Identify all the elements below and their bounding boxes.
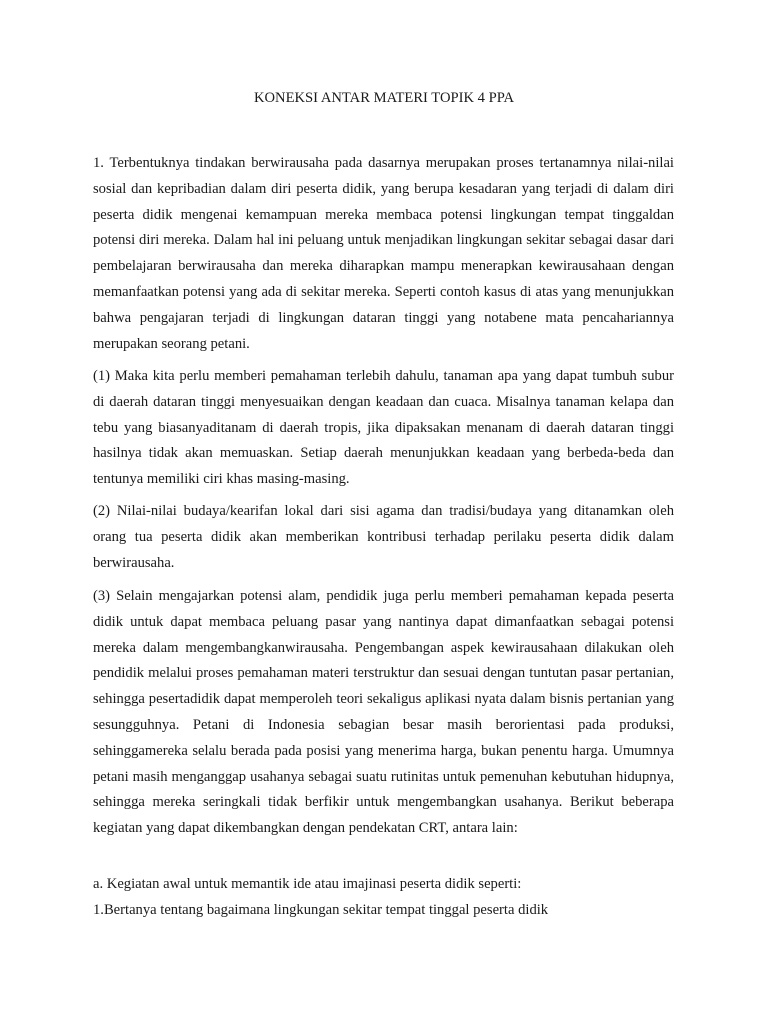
paragraph-intro: 1. Terbentuknya tindakan berwirausaha pada dasarnya merupakan proses tertanamnya nilai-nilai sosial dan kepribadian dalam diri peserta didik, yang berupa kesadaran yang terjadi di dalam diri peserta didik mengenai kemampuan mereka membaca potensi lingkungan tempat tinggaldan potensi diri mereka. Dalam hal ini peluang untuk menjadikan lingkungan sekitar sebagai dasar dari pembelajaran berwirausaha dan mereka diharapkan mampu menerapkan kewirausahaan dengan memanfaatkan potensi yang ada di sekitar mereka. Seperti contoh kasus di atas yang menunjukkan bahwa pengajaran terjadi di lingkungan dataran tinggi yang notabene mata pencahariannya merupakan seorang petani. bbox=[93, 155, 674, 352]
paragraph-point-3: (3) Selain mengajarkan potensi alam, pendidik juga perlu memberi pemahaman kepada peserta didik untuk dapat membaca peluang pasar yang nantinya dapat dimanfaatkan sebagai potensi mereka dalam mengembangkanwirausaha. Pengembangan aspek kewirausahaan dilakukan oleh pendidik melalui proses pemahaman materi terstruktur dan sesuai dengan tuntutan pasar pertanian, sehingga pesertadidik dapat memperoleh teori sekaligus aplikasi nyata dalam bisnis pertanian yang sesungguhnya. Petani di Indonesia sebagian besar masih berorientasi pada produksi, sehinggamereka selalu berada pada posisi yang menerima harga, bukan penentu harga. Umumnya petani masih menganggap usahanya sebagai suatu rutinitas untuk pemenuhan kebutuhan hidupnya, sehingga mereka seringkali tidak berfikir untuk mengembangkan usahanya. Berikut beberapa kegiatan yang dapat dikembangkan dengan pendekatan CRT, antara lain: bbox=[93, 588, 674, 837]
paragraph-point-2: (2) Nilai-nilai budaya/kearifan lokal dari sisi agama dan tradisi/budaya yang ditanamkan oleh orang tua peserta didik akan memberikan kontribusi terhadap perilaku peserta didik dalam berwirausaha. bbox=[93, 503, 674, 571]
document-title: KONEKSI ANTAR MATERI TOPIK 4 PPA bbox=[253, 90, 515, 106]
paragraph-activity-a-1: 1.Bertanya tentang bagaimana lingkungan sekitar tempat tinggal peserta didik bbox=[93, 902, 549, 918]
paragraph-point-1: (1) Maka kita perlu memberi pemahaman terlebih dahulu, tanaman apa yang dapat tumbuh subur di daerah dataran tinggi menyesuaikan dengan keadaan dan cuaca. Misalnya tanaman kelapa dan tebu yang biasanyaditanam di daerah tropis, jika dipaksakan menanam di daerah dataran tinggi hasilnya tidak akan memuaskan. Setiap daerah menunjukkan keadaan yang berbeda-beda dan tentunya memiliki ciri khas masing-masing. bbox=[93, 368, 674, 488]
paragraph-activity-a: a. Kegiatan awal untuk memantik ide atau imajinasi peserta didik seperti: bbox=[93, 876, 522, 892]
